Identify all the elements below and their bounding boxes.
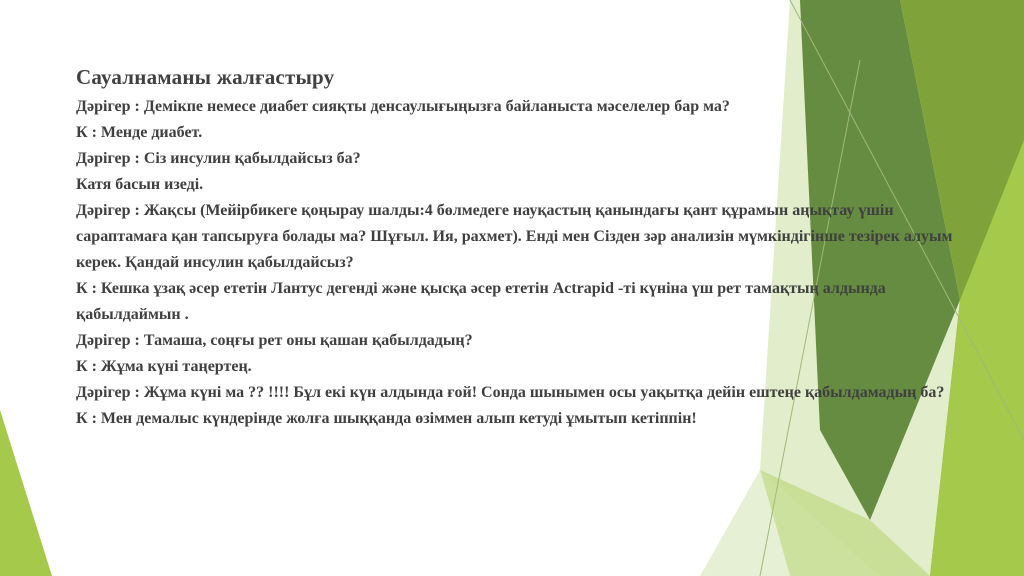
text-content: [76, 62, 956, 432]
dialogue-line: К : Менде диабет.: [76, 124, 203, 141]
dialogue-line: Дәрігер : Тамаша, соңғы рет оны қашан қабылдадың?: [76, 332, 473, 349]
dialogue-line: К : Мен демалыс күндерінде жолға шыққанда өзіммен алып кетуді ұмытып кетіппін!: [76, 410, 697, 427]
dialogue-line: Дәрігер : Жақсы (Мейірбикеге қоңырау шалды:4 бөлмедеге науқастың қанындағы қант құрамын аңықтау үшін сараптамаға қан тапсыруға болады ма? Шұғыл. Ия, рахмет). Енді мен Сізден зәр анализін мүмкіндігінше тезірек алуым керек. Қандай инсулин қабылдайсыз?: [76, 202, 953, 271]
dialogue-line: Дәрігер : Демікпе немесе диабет сияқты денсаулығыңызға байланыста мәселелер бар ма?: [76, 98, 730, 115]
slide-title: Сауалнаманы жалғастыру: [76, 65, 335, 89]
left-green-shape: [0, 410, 52, 576]
dialogue-line: Дәрігер : Жұма күні ма ?? !!!! Бұл екі күн алдында ғой! Сонда шынымен осы уақытқа дейін ештеңе қабылдамадың ба?: [76, 384, 945, 401]
dialogue-line: Дәрігер : Сіз инсулин қабылдайсыз ба?: [76, 150, 361, 167]
dialogue-line: Катя басын изеді.: [76, 176, 204, 193]
dialogue-line: К : Жұма күні таңертең.: [76, 358, 252, 375]
dialogue-line: К : Кешка ұзақ әсер ететін Лантус дегенді және қысқа әсер ететін Actrapid -ті күніна үш рет тамақтың алдында қабылдаймын .: [76, 280, 886, 323]
